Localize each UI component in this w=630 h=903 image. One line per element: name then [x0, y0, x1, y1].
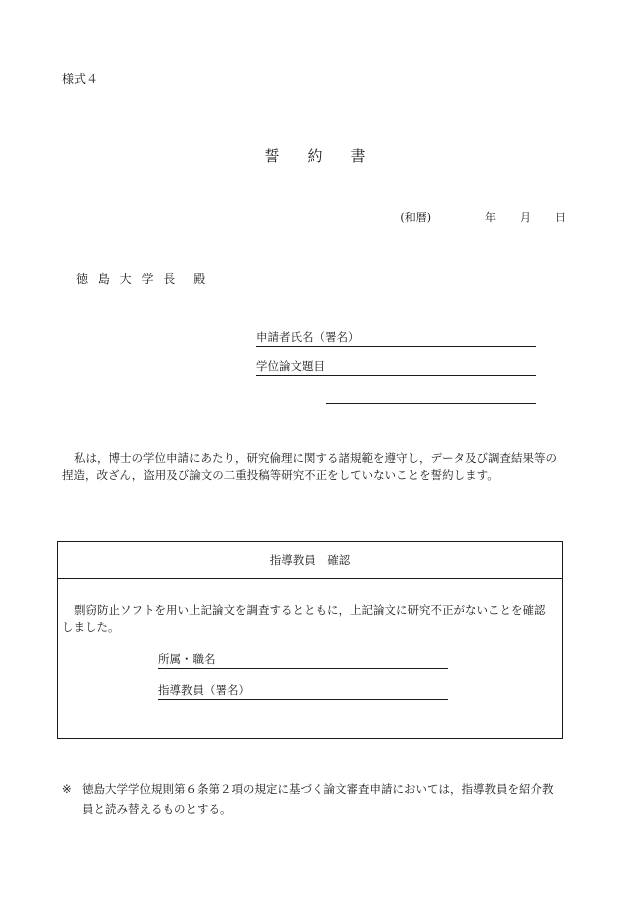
pledge-text: 私は，博士の学位申請にあたり，研究倫理に関する諸規範を遵守し，データ及び調査結果等の捏造，改ざん，盗用及び論文の二重投稿等研究不正をしていないことを誓約します。	[62, 451, 557, 482]
thesis-title-continuation-line[interactable]	[326, 403, 536, 404]
addressee: 徳 島 大 学 長 殿	[76, 272, 209, 286]
note-mark: ※	[62, 782, 72, 796]
thesis-title-label: 学位論文題目	[256, 359, 325, 373]
date-year: 年	[485, 211, 496, 224]
date-era: (和暦)	[400, 211, 431, 224]
date-line	[400, 209, 566, 225]
affiliation-field[interactable]	[158, 652, 448, 669]
thesis-title-field[interactable]	[256, 359, 536, 376]
form-number: 様式４	[62, 72, 99, 86]
document-title	[0, 145, 630, 166]
title-char-3: 書	[350, 147, 366, 165]
title-char-2: 約	[307, 147, 323, 165]
advisor-signature-label: 指導教員（署名）	[158, 683, 250, 697]
applicant-name-label: 申請者氏名（署名）	[256, 330, 360, 344]
advisor-confirmation-box	[57, 541, 563, 739]
applicant-name-field[interactable]	[256, 330, 536, 347]
advisor-box-header: 指導教員 確認	[58, 542, 562, 579]
date-month: 月	[520, 211, 531, 224]
footnote	[62, 779, 562, 819]
title-char-1: 誓	[264, 147, 280, 165]
advisor-signature-field[interactable]	[158, 683, 448, 700]
advisor-box-body: 剽窃防止ソフトを用い上記論文を調査するとともに，上記論文に研究不正がないことを確認しました。	[62, 603, 546, 634]
affiliation-label: 所属・職名	[158, 652, 216, 666]
date-day: 日	[555, 211, 566, 224]
note-text: 徳島大学学位規則第６条第２項の規定に基づく論文審査申請においては，指導教員を紹介教員と読み替えるものとする。	[82, 782, 554, 816]
